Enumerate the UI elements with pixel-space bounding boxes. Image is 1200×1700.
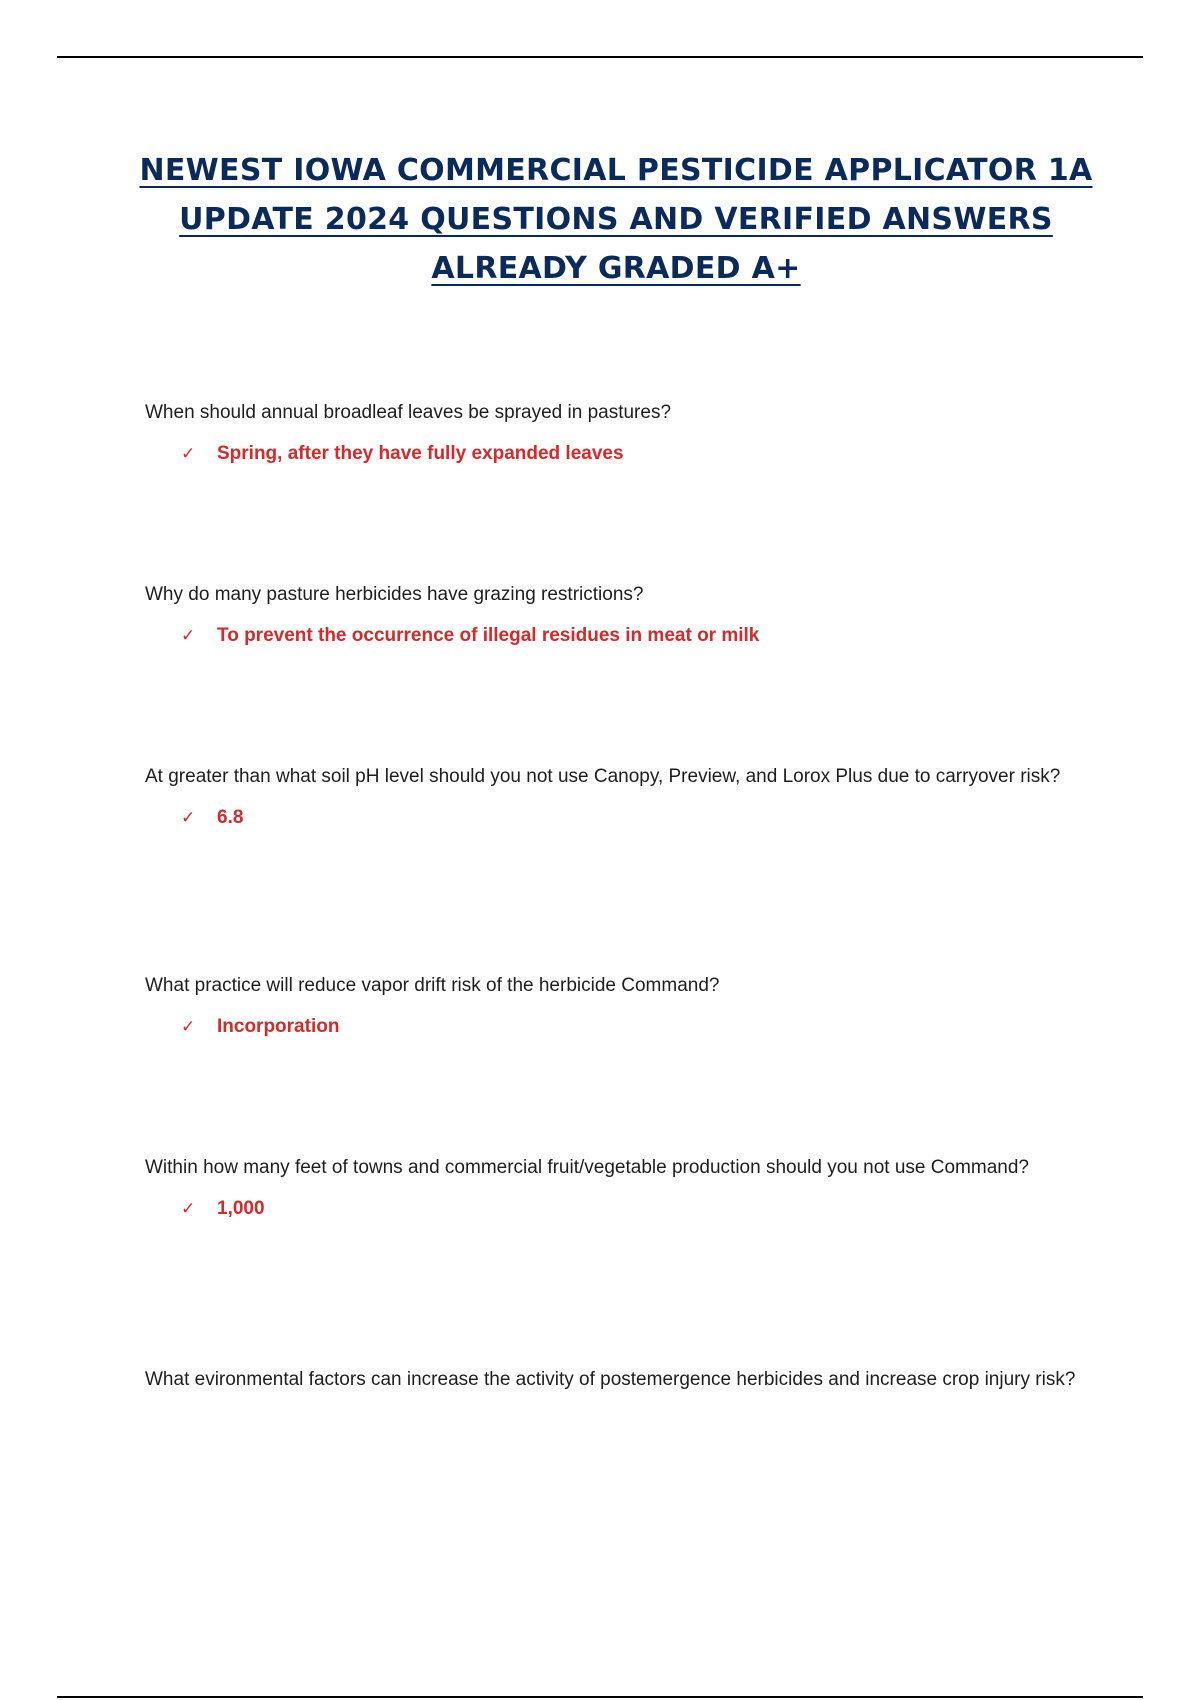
answer-1-text: Spring, after they have fully expanded leaves — [217, 443, 624, 464]
question-2: Why do many pasture herbicides have grazing restrictions? — [145, 584, 644, 605]
answer-2 — [145, 622, 1085, 650]
question-5: Within how many feet of towns and commercial fruit/vegetable production should you not use Command? — [145, 1157, 1029, 1178]
checkmark-icon: ✓ — [181, 444, 196, 464]
question-3: At greater than what soil pH level should you not use Canopy, Preview, and Lorox Plus due to carryover risk? — [145, 766, 1061, 787]
qa-item-6 — [145, 1366, 1085, 1394]
checkmark-icon: ✓ — [181, 626, 196, 646]
question-1: When should annual broadleaf leaves be sprayed in pastures? — [145, 402, 672, 423]
answer-5 — [145, 1195, 1085, 1223]
answer-5-text: 1,000 — [217, 1198, 265, 1219]
qa-item-5 — [145, 1154, 1085, 1223]
checkmark-icon: ✓ — [181, 1199, 196, 1219]
qa-item-1 — [145, 399, 1085, 468]
answer-4-text: Incorporation — [217, 1016, 340, 1037]
question-4: What practice will reduce vapor drift risk of the herbicide Command? — [145, 975, 720, 996]
checkmark-icon: ✓ — [181, 1017, 196, 1037]
question-6: What evironmental factors can increase the activity of postemergence herbicides and increase crop injury risk? — [145, 1369, 1076, 1390]
qa-item-3 — [145, 763, 1085, 832]
answer-2-text: To prevent the occurrence of illegal residues in meat or milk — [217, 625, 760, 646]
top-rule — [57, 56, 1143, 58]
qa-item-2 — [145, 581, 1085, 650]
answer-3-text: 6.8 — [217, 807, 244, 828]
answer-1 — [145, 440, 1085, 468]
answer-3 — [145, 804, 1085, 832]
qa-item-4 — [145, 972, 1085, 1041]
answer-4 — [145, 1013, 1085, 1041]
bottom-rule — [57, 1696, 1143, 1698]
document-title: NEWEST IOWA COMMERCIAL PESTICIDE APPLICATOR 1A UPDATE 2024 QUESTIONS AND VERIFIED ANSWERS ALREADY GRADED A+ — [139, 153, 1093, 286]
checkmark-icon: ✓ — [181, 808, 196, 828]
